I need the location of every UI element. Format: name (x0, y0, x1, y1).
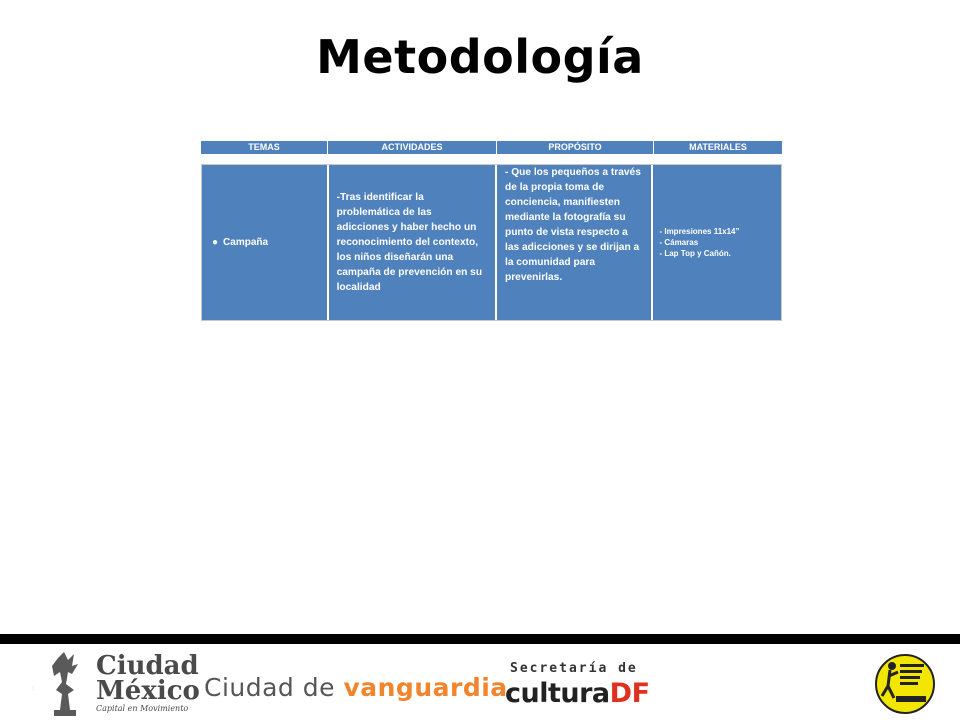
cdmx-logo-text (96, 651, 200, 706)
methodology-table (201, 141, 782, 321)
header-proposito: PROPÓSITO (497, 141, 654, 154)
df-word: DF (609, 678, 650, 709)
table-header-row (201, 141, 782, 154)
cell-materiales (653, 165, 781, 320)
material-item: - Lap Top y Cañón. (659, 249, 731, 258)
secretaria-label: Secretaría de (510, 661, 638, 676)
footer-divider (0, 634, 960, 644)
header-materiales: MATERIALES (654, 141, 782, 154)
footer-dot: : (32, 686, 34, 692)
slide-title: Metodología (316, 30, 644, 84)
vanguardia-logo (204, 673, 508, 702)
cdmx-angel-logo-icon (38, 650, 98, 718)
table-row (201, 164, 782, 321)
festival-badge-icon (874, 652, 936, 716)
material-item: - Impresiones 11x14” (659, 227, 740, 236)
cdmx-line1: Ciudad (96, 651, 199, 681)
cell-actividades (329, 165, 497, 320)
cell-proposito (497, 165, 653, 320)
cultura-df-logo (505, 678, 650, 709)
proposito-text: - Que los pequeños a través de la propia toma de conciencia, manifiesten mediante la fotografía su punto de vista respecto a las adicciones y se dirijan a la comunidad para prevenirlas. (504, 167, 641, 283)
material-item: - Cámaras (659, 238, 699, 247)
actividades-text: -Tras identificar la problemática de las adicciones y haber hecho un reconocimiento del contexto, los niños diseñarán una campaña de prevención en su localidad (336, 192, 483, 293)
cell-tema (202, 165, 329, 320)
tema-text: Campaña (223, 237, 269, 248)
vanguardia-word: vanguardia (343, 673, 508, 702)
cultura-word: cultura (505, 678, 610, 709)
cdmx-line2: México (96, 676, 200, 706)
header-temas: TEMAS (201, 141, 328, 154)
vanguardia-prefix: Ciudad de (204, 673, 336, 702)
header-actividades: ACTIVIDADES (328, 141, 497, 154)
cdmx-tagline: Capital en Movimiento (96, 704, 189, 713)
bullet-icon: ● (212, 237, 219, 248)
